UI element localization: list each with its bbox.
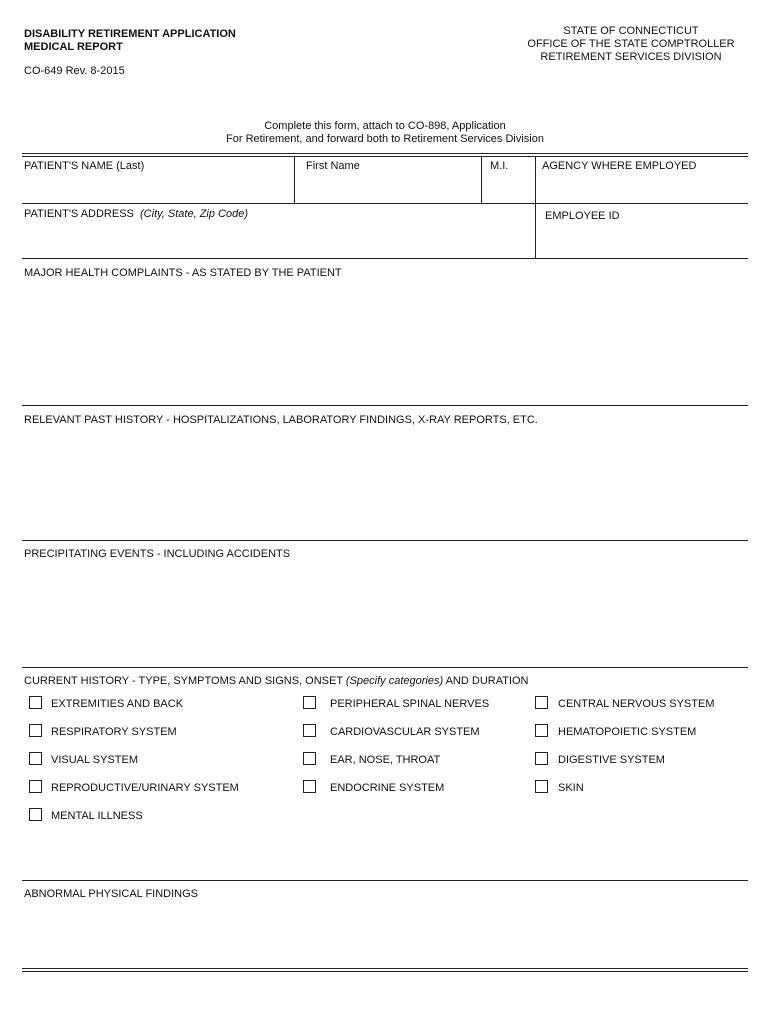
checkbox-label: DIGESTIVE SYSTEM (558, 754, 665, 766)
checkbox-mental-illness[interactable] (29, 808, 42, 821)
checkbox-label: EAR, NOSE, THROAT (330, 754, 441, 766)
address-label: PATIENT'S ADDRESS (24, 208, 134, 220)
checkbox-hematopoietic[interactable] (535, 724, 548, 737)
row-rule (22, 203, 748, 204)
form-title-line-2: MEDICAL REPORT (24, 41, 123, 53)
current-history-text-a: CURRENT HISTORY - TYPE, SYMPTOMS AND SIGNS, ONSET (24, 675, 346, 687)
precipitating-field[interactable]: PRECIPITATING EVENTS - INCLUDING ACCIDENTS (24, 548, 291, 560)
top-rule-2 (22, 156, 748, 157)
checkbox-cardiovascular[interactable] (303, 724, 316, 737)
checkbox-label: ENDOCRINE SYSTEM (330, 782, 445, 794)
checkbox-visual[interactable] (29, 752, 42, 765)
checkbox-label: HEMATOPOIETIC SYSTEM (558, 726, 697, 738)
checkbox-label: SKIN (558, 782, 584, 794)
checkbox-label: PERIPHERAL SPINAL NERVES (330, 698, 490, 710)
current-history-text-c: AND DURATION (443, 675, 529, 687)
checkbox-label: VISUAL SYSTEM (51, 754, 139, 766)
past-history-field[interactable]: RELEVANT PAST HISTORY - HOSPITALIZATIONS, LABORATORY FINDINGS, X-RAY REPORTS, ETC. (24, 414, 538, 426)
divider (481, 157, 482, 203)
checkbox-ent[interactable] (303, 752, 316, 765)
checkbox-endocrine[interactable] (303, 780, 316, 793)
checkbox-reproductive-urinary[interactable] (29, 780, 42, 793)
section-rule (22, 405, 748, 406)
address-hint: (City, State, Zip Code) (140, 208, 249, 220)
agency-line-2: OFFICE OF THE STATE COMPTROLLER (527, 38, 735, 50)
checkbox-label: EXTREMITIES AND BACK (51, 698, 184, 710)
complaints-field[interactable]: MAJOR HEALTH COMPLAINTS - AS STATED BY THE PATIENT (24, 267, 342, 279)
agency-line-1: STATE OF CONNECTICUT (563, 25, 699, 37)
checkbox-label: CARDIOVASCULAR SYSTEM (330, 726, 480, 738)
form-number: CO-649 Rev. 8-2015 (24, 65, 125, 77)
checkbox-label: MENTAL ILLNESS (51, 810, 143, 822)
agency-block (501, 25, 761, 64)
checkbox-central-nervous[interactable] (535, 696, 548, 709)
instructions-line-2: For Retirement, and forward both to Retirement Services Division (226, 133, 544, 145)
abnormal-findings-field[interactable]: ABNORMAL PHYSICAL FINDINGS (24, 888, 198, 900)
last-name-field[interactable]: PATIENT'S NAME (Last) (24, 160, 145, 172)
checkbox-label: CENTRAL NERVOUS SYSTEM (558, 698, 715, 710)
checkbox-skin[interactable] (535, 780, 548, 793)
bottom-rule-2 (22, 971, 748, 972)
divider (535, 157, 536, 258)
current-history-text-b: (Specify categories) (345, 675, 444, 687)
instructions-line-1: Complete this form, attach to CO-898, Application (264, 120, 506, 132)
employee-id-field[interactable]: EMPLOYEE ID (545, 210, 620, 222)
checkbox-digestive[interactable] (535, 752, 548, 765)
form-title (24, 28, 236, 54)
form-title-line-1: DISABILITY RETIREMENT APPLICATION (24, 28, 236, 40)
current-history-heading (24, 675, 529, 688)
checkbox-label: REPRODUCTIVE/URINARY SYSTEM (51, 782, 239, 794)
instructions (0, 120, 770, 146)
agency-field[interactable]: AGENCY WHERE EMPLOYED (542, 160, 697, 172)
row-rule (22, 258, 748, 259)
checkbox-peripheral-nerves[interactable] (303, 696, 316, 709)
checkbox-extremities[interactable] (29, 696, 42, 709)
agency-line-3: RETIREMENT SERVICES DIVISION (540, 51, 722, 63)
section-rule (22, 880, 748, 881)
bottom-rule-1 (22, 968, 748, 969)
divider (294, 157, 295, 203)
section-rule (22, 667, 748, 668)
mi-field[interactable]: M.I. (490, 160, 509, 172)
checkbox-label: RESPIRATORY SYSTEM (51, 726, 177, 738)
top-rule-1 (22, 153, 748, 154)
first-name-field[interactable]: First Name (306, 160, 360, 172)
section-rule (22, 540, 748, 541)
checkbox-respiratory[interactable] (29, 724, 42, 737)
address-field[interactable] (24, 208, 248, 221)
